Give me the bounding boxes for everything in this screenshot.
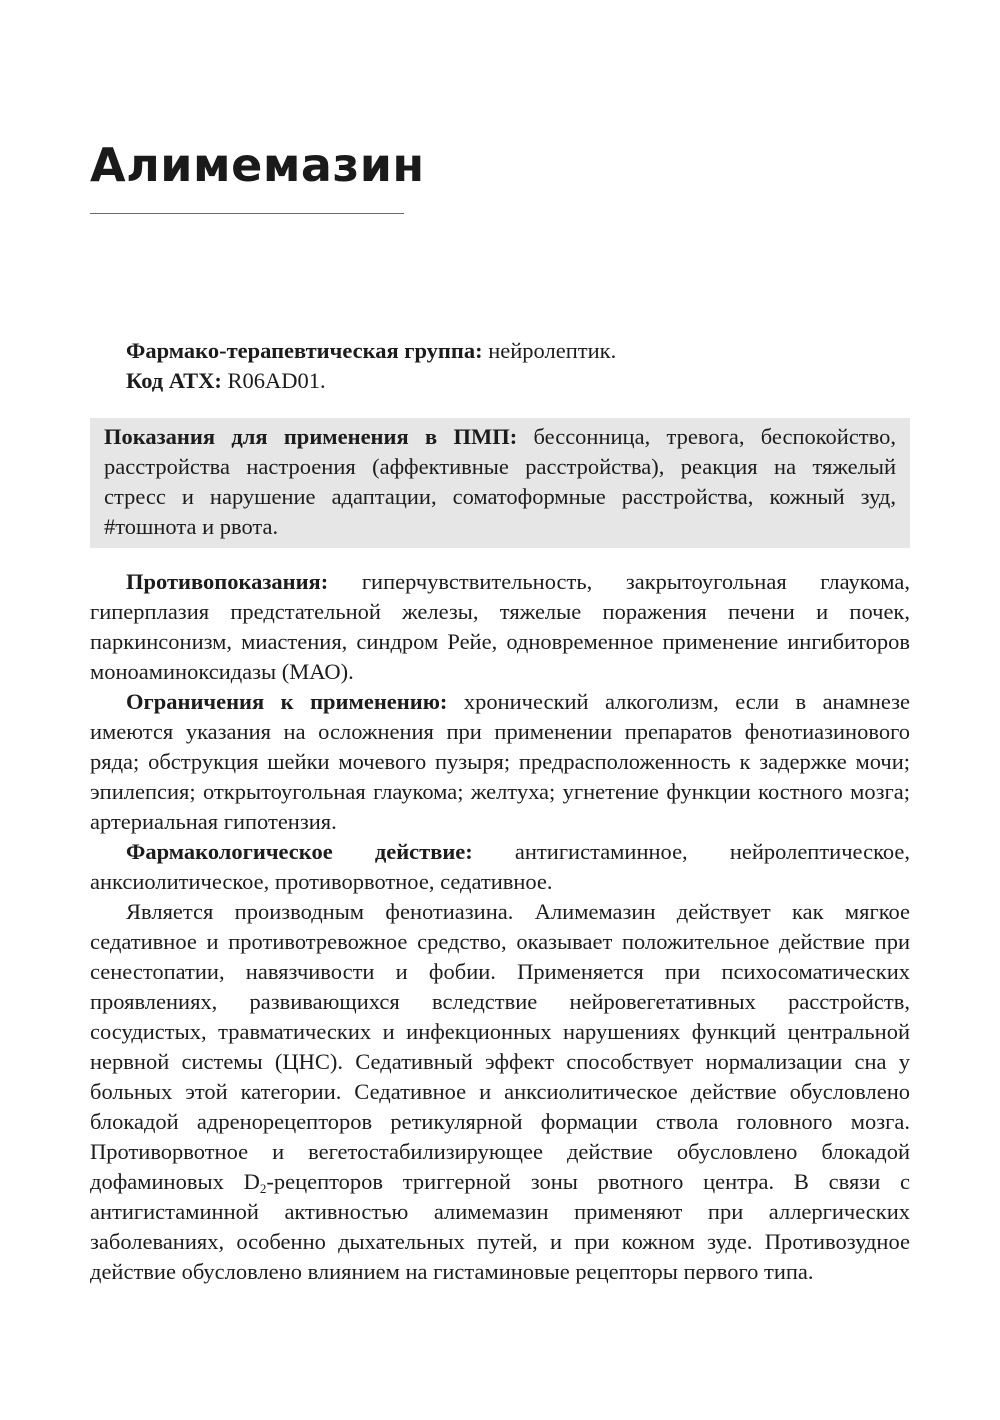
limitations-label: Ограничения к применению: <box>126 689 448 714</box>
description-paragraph <box>90 897 910 1287</box>
drug-meta <box>90 336 910 396</box>
contraindications-label: Противопоказания: <box>126 569 329 594</box>
atc-code-label: Код АТХ: <box>126 368 222 393</box>
contraindications-text: гиперчувствительность, закрытоугольная глаукома, гиперплазия предстательной железы, тяжелые поражения печени и почек, паркинсонизм, миастения, синдром Рейе, одновременное применение ингибиторов моноаминоксидазы (МАО). <box>90 569 910 684</box>
atc-code-line <box>90 366 910 396</box>
pharm-action-label: Фармакологическое действие: <box>126 839 473 864</box>
pharm-group-value: нейролептик. <box>482 338 617 363</box>
description-part1: Является производным фенотиазина. Алимемазин действует как мягкое седативное и противотревожное средство, оказывает положительное действие при сенестопатии, навязчивости и фобии. Применяется при психосоматических проявлениях, развивающихся вследствие нейровегетативных расстройств, сосудистых, травматических и инфекционных нарушениях функций центральной нервной системы (ЦНС). Седативный эффект способствует нормализации сна у больных этой категории. Седативное и анксиолитическое действие обусловлено блокадой адренорецепторов ретикулярной формации ствола головного мозга. Противорвотное и вегетостабилизирующее действие обусловлено блокадой дофаминовых <box>90 899 910 1194</box>
d2-letter: D <box>243 1169 260 1194</box>
page-title: Алимемазин <box>90 138 425 192</box>
indications-text: бессонница, тревога, беспокойство, расстройства настроения (аффективные расстройства), реакция на тяжелый стресс и нарушение адаптации, соматоформные расстройства, кожный зуд, #тошнота и рвота. <box>104 424 896 539</box>
indications-paragraph <box>104 422 896 542</box>
pharm-group-line <box>90 336 910 366</box>
contraindications-paragraph <box>90 567 910 687</box>
title-underline <box>90 213 404 214</box>
limitations-paragraph <box>90 687 910 837</box>
d2-subscript: 2 <box>259 1181 267 1196</box>
article-body <box>90 567 910 1287</box>
indications-label: Показания для применения в ПМП: <box>104 424 518 449</box>
pharm-group-label: Фармако-терапевтическая группа: <box>126 338 483 363</box>
pharm-action-paragraph <box>90 837 910 897</box>
atc-code-value: R06AD01. <box>221 368 326 393</box>
limitations-text: хронический алкоголизм, если в анамнезе имеются указания на осложнения при применении препаратов фенотиазинового ряда; обструкция шейки мочевого пузыря; предрасположенность к задержке мочи; эпилепсия; открытоугольная глаукома; желтуха; угнетение функции костного мозга; артериальная гипотензия. <box>90 689 911 834</box>
pharm-action-text: антигистаминное, нейролептическое, анксиолитическое, противорвотное, седативное. <box>90 839 910 894</box>
description-part2: -рецепторов триггерной зоны рвотного центра. В связи с антигистаминной активностью алимемазин применяют при аллергических заболеваниях, особенно дыхательных путей, и при кожном зуде. Противозудное действие обусловлено влиянием на гистаминовые рецепторы первого типа. <box>90 1169 911 1284</box>
indications-box <box>90 418 910 548</box>
